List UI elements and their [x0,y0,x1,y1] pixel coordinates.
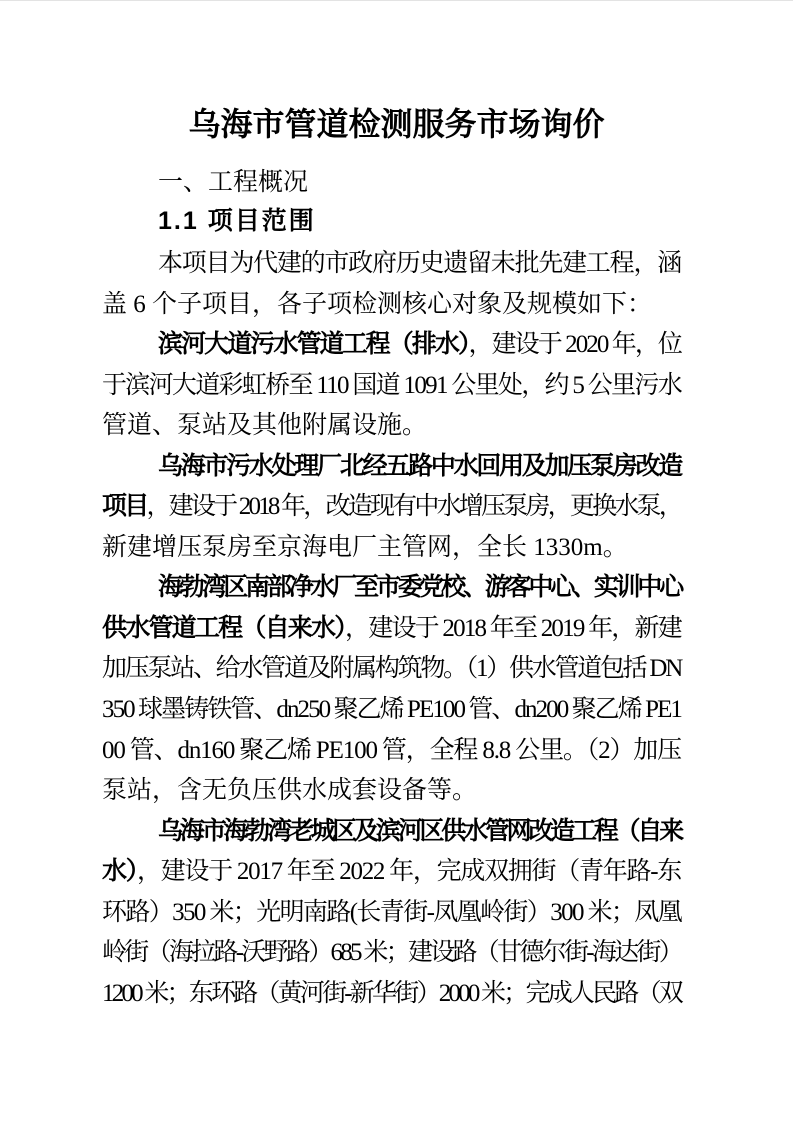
text-line [102,528,681,569]
text-run: 350 球墨铸铁管、dn250 聚乙烯 PE100 管、dn200 聚乙烯 PE1 [102,696,681,724]
bold-text-run: 供水管道工程（自来水） [102,614,345,642]
text-run: 加压泵站、给水管道及附属构筑物。（1）供水管道包括 DN [102,655,681,683]
bold-text-run: 乌海市污水处理厂北经五路中水回用及加压泵房改造 [158,452,681,480]
text-run: ，建设于 2018 年，改造现有中水增压泵房，更换水泵， [146,493,681,521]
text-run: 泵站，含无负压供水成套设备等。 [102,777,478,805]
text-line [102,893,681,934]
text-line-content [102,372,681,399]
text-line-content [102,980,681,1007]
text-run: ，建设于 2020 年，位 [468,331,681,359]
text-line-content [158,818,681,845]
text-line [102,933,681,974]
bold-text-run: 海勃湾区南部净水厂至市委党校、游客中心、实训中心 [158,574,681,602]
page-title: 乌海市管道检测服务市场询价 [188,106,605,142]
text-run: 岭街（海拉路-沃野路）685 米；建设路（甘德尔街-海达街） [102,939,681,967]
text-line [102,285,681,326]
text-line [102,974,681,1015]
text-run: 管道、泵站及其他附属设施。 [102,412,428,440]
text-run: ，建设于 2017 年至 2022 年，完成双拥街（青年路-东 [136,858,681,886]
text-line-content [102,412,427,439]
bold-text-run: 项目 [102,493,147,521]
text-line [102,325,681,366]
text-line-content [102,493,681,520]
text-line-content [102,939,681,966]
text-line [102,690,681,731]
text-line [102,447,681,488]
text-line-content [158,331,681,358]
text-line-content [102,858,681,885]
document-body [102,244,681,1014]
text-line-content [158,453,681,480]
text-line [102,366,681,407]
text-run: 盖 6 个子项目，各子项检测核心对象及规模如下： [102,290,653,318]
text-line [102,487,681,528]
text-line [102,568,681,609]
text-line-content [102,534,628,561]
text-line [102,406,681,447]
text-line [102,812,681,853]
text-line-content [102,655,681,682]
text-run: 本项目为代建的市政府历史遗留未批先建工程，涵 [158,250,681,277]
text-run: 环路）350 米；光明南路(长青街-凤凰岭街）300 米；凤凰 [102,898,681,926]
text-run: 于滨河大道彩虹桥至 110 国道 1091 公里处，约 5 公里污水 [102,371,681,399]
section-heading: 一、工程概况 [158,168,309,196]
subsection-heading: 1.1 项目范围 [158,207,316,235]
text-line-content [102,737,681,764]
text-line [102,244,681,285]
text-line-content [158,250,681,277]
text-line-content [102,615,681,642]
text-line [102,649,681,690]
text-line-content [102,696,681,723]
text-line [102,731,681,772]
bold-text-run: 滨河大道污水管道工程（排水） [158,331,469,359]
text-line [102,852,681,893]
text-line-content [102,899,681,926]
text-run: 新建增压泵房至京海电厂主管网，全长 1330m。 [102,533,628,561]
text-run: 1200 米；东环路（黄河街-新华街）2000 米；完成人民路（双 [102,979,681,1007]
text-run: ，建设于 2018 年至 2019 年，新建 [345,614,681,642]
text-line [102,771,681,812]
text-line-content [158,574,681,601]
bold-text-run: 水） [102,858,137,886]
text-line-content [102,777,477,804]
text-run: 00 管、dn160 聚乙烯 PE100 管，全程 8.8 公里。（2）加压 [102,736,681,764]
text-line [102,609,681,650]
bold-text-run: 乌海市海勃湾老城区及滨河区供水管网改造工程（自来 [158,817,681,845]
text-line-content [102,291,652,318]
